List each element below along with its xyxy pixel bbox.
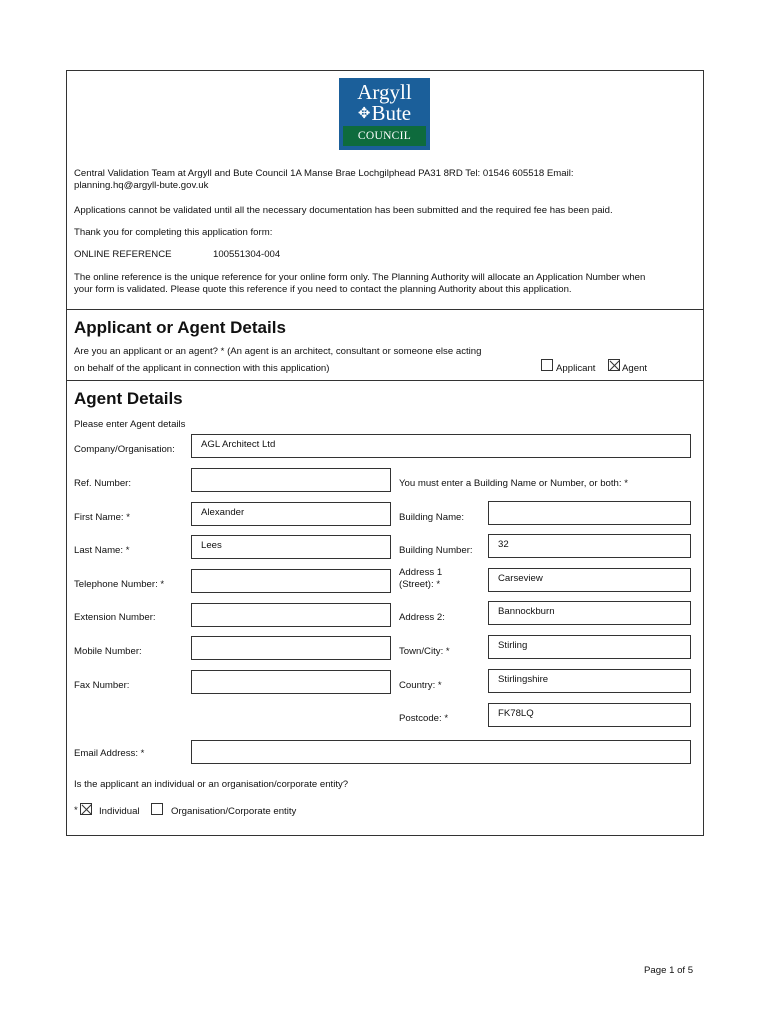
postcode-value: FK78LQ xyxy=(498,708,534,719)
building-number-label: Building Number: xyxy=(399,545,473,556)
address1-label-line-2: (Street): * xyxy=(399,579,441,590)
company-value: AGL Architect Ltd xyxy=(201,439,276,450)
address1-value: Carseview xyxy=(498,573,543,584)
applicant-agent-question-2: on behalf of the applicant in connection with this application) xyxy=(74,363,330,374)
applicant-agent-heading: Applicant or Agent Details xyxy=(74,318,286,337)
agent-checkbox[interactable] xyxy=(608,359,620,371)
organisation-option-label: Organisation/Corporate entity xyxy=(171,806,297,817)
telephone-label: Telephone Number: * xyxy=(74,579,165,590)
address2-field[interactable] xyxy=(488,601,691,625)
extension-field[interactable] xyxy=(191,603,391,627)
agent-option-label: Agent xyxy=(622,363,648,374)
first-name-value: Alexander xyxy=(201,507,245,518)
section-divider xyxy=(66,309,704,310)
town-value: Stirling xyxy=(498,640,528,651)
logo-text-argyll: Argyll xyxy=(357,80,412,104)
postcode-label: Postcode: * xyxy=(399,713,449,724)
email-label: Email Address: * xyxy=(74,748,145,759)
first-name-label: First Name: * xyxy=(74,512,130,523)
country-field[interactable] xyxy=(488,669,691,693)
reference-note-line-2: your form is validated. Please quote this reference if you need to contact the planning Authority about this application. xyxy=(74,284,572,295)
applicant-agent-question-1: Are you an applicant or an agent? * (An agent is an architect, consultant or someone else acting xyxy=(74,346,482,357)
logo-text-council: COUNCIL xyxy=(357,130,412,142)
validation-note: Applications cannot be validated until all the necessary documentation has been submitted and the required fee has been paid. xyxy=(74,205,613,216)
required-mark: * xyxy=(74,805,78,816)
extension-label: Extension Number: xyxy=(74,612,156,623)
contact-email: planning.hq@argyll-bute.gov.uk xyxy=(74,180,209,191)
telephone-field[interactable] xyxy=(191,569,391,593)
individual-option-label: Individual xyxy=(99,806,140,817)
agent-details-heading: Agent Details xyxy=(74,389,183,408)
applicant-option-label: Applicant xyxy=(556,363,596,374)
contact-line-1: Central Validation Team at Argyll and Bute Council 1A Manse Brae Lochgilphead PA31 8RD Tel: 01546 605518 Email: xyxy=(74,168,574,179)
logo-band xyxy=(343,126,426,146)
last-name-value: Lees xyxy=(201,540,222,551)
town-label: Town/City: * xyxy=(399,646,450,657)
mobile-field[interactable] xyxy=(191,636,391,660)
building-name-field[interactable] xyxy=(488,501,691,525)
fax-field[interactable] xyxy=(191,670,391,694)
address2-value: Bannockburn xyxy=(498,606,555,617)
mobile-label: Mobile Number: xyxy=(74,646,142,657)
celtic-cross-icon: ✥ xyxy=(357,106,371,122)
address2-label: Address 2: xyxy=(399,612,445,623)
address1-label-line-1: Address 1 xyxy=(399,567,443,578)
building-number-field[interactable] xyxy=(488,534,691,558)
last-name-field[interactable] xyxy=(191,535,391,559)
building-required-note: You must enter a Building Name or Number, or both: * xyxy=(399,478,628,489)
ref-number-field[interactable] xyxy=(191,468,391,492)
logo-text-bute-row xyxy=(339,102,430,125)
last-name-label: Last Name: * xyxy=(74,545,130,556)
company-label: Company/Organisation: xyxy=(74,444,175,455)
section-divider xyxy=(66,380,704,381)
building-number-value: 32 xyxy=(498,539,509,550)
fax-label: Fax Number: xyxy=(74,680,130,691)
first-name-field[interactable] xyxy=(191,502,391,526)
reference-note-line-1: The online reference is the unique reference for your online form only. The Planning Authority will allocate an Application Number when xyxy=(74,272,646,283)
country-value: Stirlingshire xyxy=(498,674,549,685)
entity-question: Is the applicant an individual or an organisation/corporate entity? xyxy=(74,779,349,790)
page-number: Page 1 of 5 xyxy=(644,965,694,976)
individual-checkbox[interactable] xyxy=(80,803,92,815)
thanks-text: Thank you for completing this application form: xyxy=(74,227,273,238)
email-field[interactable] xyxy=(191,740,691,764)
company-field[interactable] xyxy=(191,434,691,458)
council-logo xyxy=(339,78,430,150)
organisation-checkbox[interactable] xyxy=(151,803,163,815)
postcode-field[interactable] xyxy=(488,703,691,727)
online-reference-value: 100551304-004 xyxy=(213,249,281,260)
agent-details-prompt: Please enter Agent details xyxy=(74,419,186,430)
building-name-label: Building Name: xyxy=(399,512,465,523)
logo-text-bute: Bute xyxy=(371,101,412,125)
ref-number-label: Ref. Number: xyxy=(74,478,132,489)
town-field[interactable] xyxy=(488,635,691,659)
online-reference-label: ONLINE REFERENCE xyxy=(74,249,172,260)
country-label: Country: * xyxy=(399,680,442,691)
applicant-checkbox[interactable] xyxy=(541,359,553,371)
address1-field[interactable] xyxy=(488,568,691,592)
